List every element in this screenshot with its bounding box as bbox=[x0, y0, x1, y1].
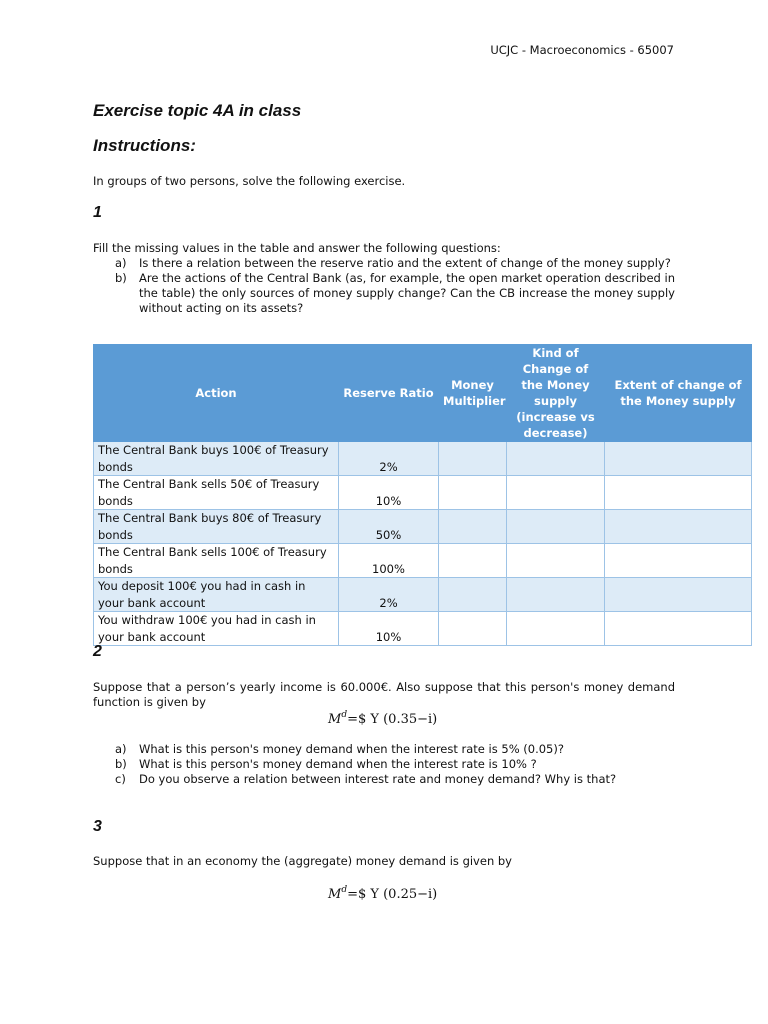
cell-reserve-ratio: 2% bbox=[339, 578, 439, 612]
cell-kind-of-change bbox=[507, 578, 605, 612]
cell-money-multiplier bbox=[439, 510, 507, 544]
money-demand-formula-1 bbox=[328, 710, 437, 727]
cell-extent-of-change bbox=[605, 612, 752, 646]
list-item bbox=[93, 271, 675, 316]
formula-superscript: d bbox=[341, 710, 348, 720]
question-text: Are the actions of the Central Bank (as, for example, the open market operation described in the table) the only sources of money supply change? Can the CB increase the money supply without acting on its assets? bbox=[139, 271, 675, 315]
cell-reserve-ratio: 100% bbox=[339, 544, 439, 578]
cell-extent-of-change bbox=[605, 510, 752, 544]
col-header-extent-of-change: Extent of change of the Money supply bbox=[605, 345, 752, 442]
cell-action: You withdraw 100€ you had in cash in your bank account bbox=[94, 612, 339, 646]
page-title: Exercise topic 4A in class bbox=[93, 101, 302, 120]
money-supply-table bbox=[93, 344, 752, 646]
formula-rhs-end: −i) bbox=[417, 887, 438, 902]
section-3-number: 3 bbox=[93, 818, 102, 835]
formula-rhs: =$ Y ( bbox=[347, 712, 389, 727]
section-2-number: 2 bbox=[93, 643, 102, 660]
list-item bbox=[93, 256, 675, 271]
course-header: UCJC - Macroeconomics - 65007 bbox=[490, 43, 674, 57]
section-1-number: 1 bbox=[93, 204, 102, 221]
cell-extent-of-change bbox=[605, 442, 752, 476]
list-marker: a) bbox=[115, 742, 127, 756]
cell-reserve-ratio: 10% bbox=[339, 612, 439, 646]
table-row bbox=[94, 612, 752, 646]
section-2-intro: Suppose that a person’s yearly income is 60.000€. Also suppose that this person's money demand function is given by bbox=[93, 680, 675, 709]
col-header-action: Action bbox=[94, 345, 339, 442]
cell-extent-of-change bbox=[605, 476, 752, 510]
section-2-questions bbox=[93, 742, 675, 787]
cell-money-multiplier bbox=[439, 442, 507, 476]
cell-action: You deposit 100€ you had in cash in your bank account bbox=[94, 578, 339, 612]
cell-money-multiplier bbox=[439, 578, 507, 612]
cell-money-multiplier bbox=[439, 544, 507, 578]
cell-kind-of-change bbox=[507, 510, 605, 544]
cell-kind-of-change bbox=[507, 476, 605, 510]
table-row bbox=[94, 510, 752, 544]
cell-kind-of-change bbox=[507, 442, 605, 476]
cell-reserve-ratio: 10% bbox=[339, 476, 439, 510]
cell-kind-of-change bbox=[507, 544, 605, 578]
question-text: Do you observe a relation between interest rate and money demand? Why is that? bbox=[139, 772, 617, 786]
list-marker: b) bbox=[115, 271, 127, 285]
col-header-kind-of-change: Kind of Change of the Money supply (increase vs decrease) bbox=[507, 345, 605, 442]
cell-action: The Central Bank sells 100€ of Treasury bonds bbox=[94, 544, 339, 578]
list-item bbox=[93, 772, 675, 787]
cell-action: The Central Bank sells 50€ of Treasury bonds bbox=[94, 476, 339, 510]
list-item bbox=[93, 742, 675, 757]
formula-rhs-end: −i) bbox=[417, 712, 438, 727]
section-1-questions bbox=[93, 256, 675, 316]
formula-lhs: M bbox=[328, 712, 342, 727]
list-marker: c) bbox=[115, 772, 126, 786]
section-3-intro: Suppose that in an economy the (aggregate) money demand is given by bbox=[93, 854, 512, 868]
cell-extent-of-change bbox=[605, 544, 752, 578]
table-row bbox=[94, 476, 752, 510]
table-row bbox=[94, 442, 752, 476]
cell-reserve-ratio: 50% bbox=[339, 510, 439, 544]
cell-kind-of-change bbox=[507, 612, 605, 646]
formula-constant: 0.35 bbox=[388, 712, 418, 727]
formula-rhs: =$ Y ( bbox=[347, 887, 389, 902]
instructions-text: In groups of two persons, solve the following exercise. bbox=[93, 174, 406, 188]
formula-constant: 0.25 bbox=[388, 887, 418, 902]
table-row bbox=[94, 578, 752, 612]
formula-lhs: M bbox=[328, 887, 342, 902]
list-marker: a) bbox=[115, 256, 127, 270]
cell-action: The Central Bank buys 100€ of Treasury bonds bbox=[94, 442, 339, 476]
section-1-intro: Fill the missing values in the table and answer the following questions: bbox=[93, 241, 501, 255]
question-text: What is this person's money demand when the interest rate is 10% ? bbox=[139, 757, 537, 771]
col-header-reserve-ratio: Reserve Ratio bbox=[339, 345, 439, 442]
money-demand-formula-2 bbox=[328, 885, 437, 902]
cell-extent-of-change bbox=[605, 578, 752, 612]
cell-action: The Central Bank buys 80€ of Treasury bonds bbox=[94, 510, 339, 544]
formula-superscript: d bbox=[341, 885, 348, 895]
list-marker: b) bbox=[115, 757, 127, 771]
col-header-money-multiplier: Money Multiplier bbox=[439, 345, 507, 442]
question-text: What is this person's money demand when the interest rate is 5% (0.05)? bbox=[139, 742, 564, 756]
cell-money-multiplier bbox=[439, 476, 507, 510]
table-header-row bbox=[94, 345, 752, 442]
question-text: Is there a relation between the reserve ratio and the extent of change of the money supply? bbox=[139, 256, 671, 270]
table-row bbox=[94, 544, 752, 578]
cell-reserve-ratio: 2% bbox=[339, 442, 439, 476]
instructions-heading: Instructions: bbox=[93, 136, 196, 155]
list-item bbox=[93, 757, 675, 772]
cell-money-multiplier bbox=[439, 612, 507, 646]
